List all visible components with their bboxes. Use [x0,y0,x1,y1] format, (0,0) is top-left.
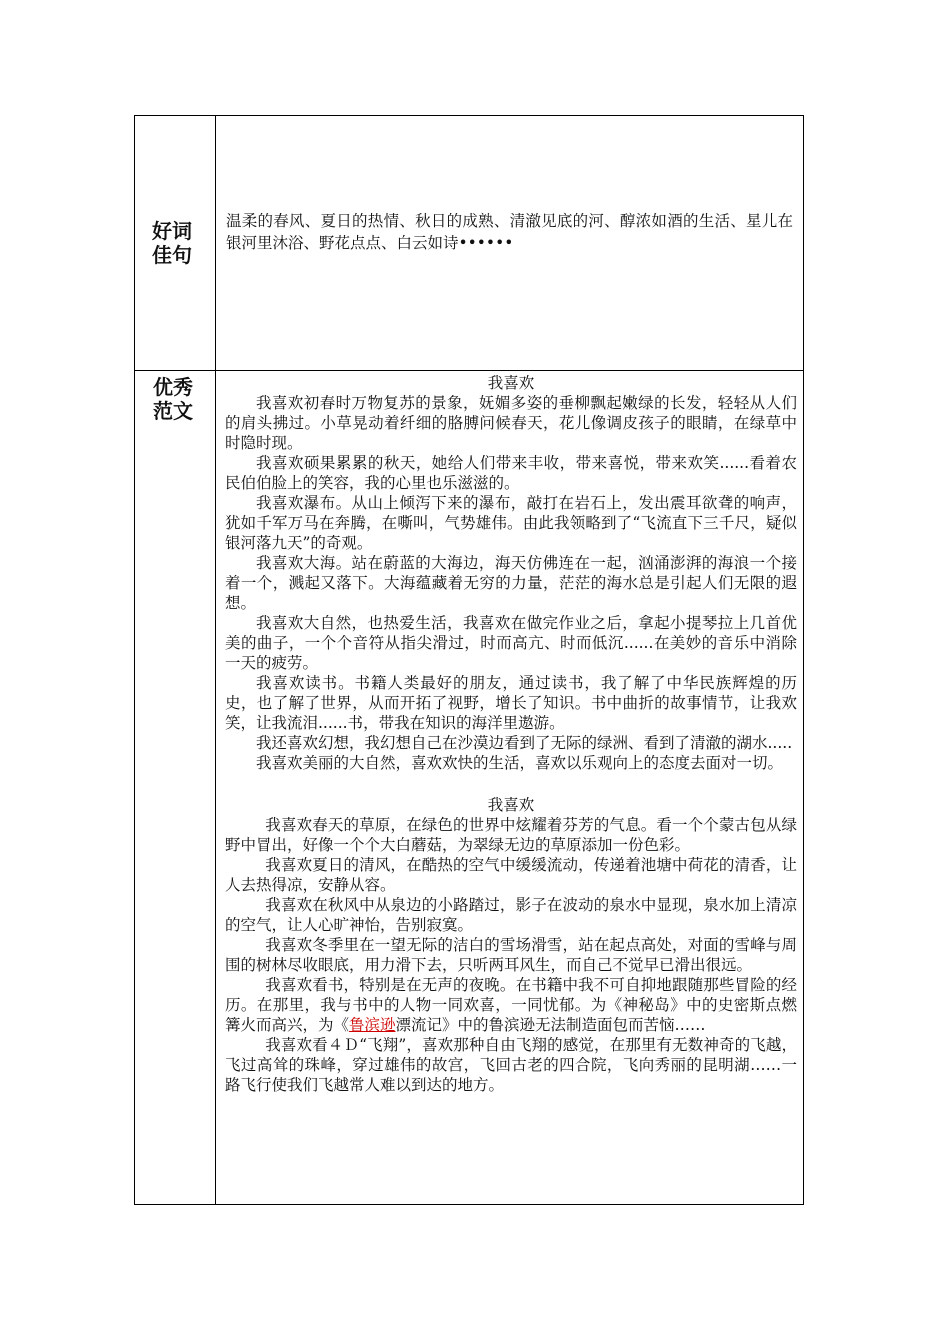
essay-paragraph: 我喜欢在秋风中从泉边的小路踏过，影子在波动的泉水中显现，泉水加上清凉的空气，让人心旷神怡，告别寂寞。 [225,896,797,934]
essay-paragraph: 我喜欢春天的草原，在绿色的世界中炫耀着芬芳的气息。看一个个蒙古包从绿野中冒出，好像一个个大白蘑菇，为翠绿无边的草原添加一份色彩。 [225,816,797,854]
row-label-line2: 佳句 [152,243,192,267]
essay-paragraph: 我喜欢初春时万物复苏的景象，妩媚多姿的垂柳飘起嫩绿的长发，轻轻从人们的肩头拂过。小草晃动着纤细的胳膊问候春天，花儿像调皮孩子的眼睛，在绿草中时隐时现。 [225,394,797,452]
model-essay-cell [216,371,804,1205]
essay-paragraph: 我喜欢美丽的大自然，喜欢欢快的生活，喜欢以乐观向上的态度去面对一切。 [256,754,784,772]
good-words-cell [216,116,804,371]
essay-paragraph: 我还喜欢幻想，我幻想自己在沙漠边看到了无际的绿洲、看到了清澈的湖水..... [256,734,793,752]
essay-paragraph: 我喜欢看４Ｄ“飞翔”，喜欢那种自由飞翔的感觉，在那里有无数神奇的飞越，飞过高耸的珠峰，穿过雄伟的故宫，飞回古老的四合院，飞向秀丽的昆明湖……一路飞行使我们飞越常人难以到达的地方。 [225,1036,797,1094]
row-good-words [135,116,804,371]
paragraph-text: 漂流记》中的鲁滨逊无法制造面包而苦恼…… [395,1016,706,1034]
row-label-model-essay [153,375,193,423]
essay-paragraph: 我喜欢冬季里在一望无际的洁白的雪场滑雪，站在起点高处，对面的雪峰与周围的树林尽收眼底，用力滑下去，只听两耳风生，而自己不觉早已滑出很远。 [225,936,797,974]
essay-paragraph: 我喜欢读书。书籍人类最好的朋友，通过读书，我了解了中华民族辉煌的历史，也了解了世界，从而开拓了视野，增长了知识。书中曲折的故事情节，让我欢笑，让我流泪......书，带我在知识的海洋里遨游。 [225,674,797,732]
good-words-text: 温柔的春风、夏日的热情、秋日的成熟、清澈见底的河、醇浓如酒的生活、星儿在银河里沐浴、野花点点、白云如诗•••••• [226,212,793,252]
essay-paragraph: 我喜欢大海。站在蔚蓝的大海边，海天仿佛连在一起，汹涌澎湃的海浪一个接着一个，溅起又落下。大海蕴藏着无穷的力量，茫茫的海水总是引起人们无限的遐想。 [225,554,797,612]
essay-paragraph [225,975,797,1035]
row-label-line1: 好词 [152,219,192,243]
essay-title: 我喜欢 [487,796,535,814]
essay-paragraph: 我喜欢瀑布。从山上倾泻下来的瀑布，敲打在岩石上，发出震耳欲聋的响声，犹如千军万马在奔腾，在嘶叫，气势雄伟。由此我领略到了“飞流直下三千尺，疑似银河落九天”的奇观。 [225,494,797,552]
essay-title: 我喜欢 [487,374,535,392]
essay-2 [225,795,797,1095]
paragraph-text: 我喜欢看书，特别是在无声的夜晚。在书籍中我不可自抑地跟随那些冒险的经历。在那里，我与书中的人物一同欢喜，一同忧郁。为《神秘岛》中的史密斯点燃篝火而高兴，为《 [225,976,797,1034]
label-cell-good-words [135,116,216,371]
label-cell-model-essay [135,371,216,1205]
content-table [134,115,804,1205]
essay-1 [225,373,797,773]
essay-paragraph: 我喜欢夏日的清风，在酷热的空气中缓缓流动，传递着池塘中荷花的清香，让人去热得凉，安静从容。 [225,856,797,894]
row-label-line2: 范文 [153,399,193,423]
essay-paragraph: 我喜欢硕果累累的秋天，她给人们带来丰收，带来喜悦，带来欢笑......看着农民伯伯脸上的笑容，我的心里也乐滋滋的。 [225,454,797,492]
row-label-line1: 优秀 [153,375,193,399]
row-label-good-words [152,219,198,267]
essay-paragraph: 我喜欢大自然，也热爱生活，我喜欢在做完作业之后，拿起小提琴拉上几首优美的曲子，一个个音符从指尖滑过，时而高亢、时而低沉......在美妙的音乐中消除一天的疲劳。 [225,614,797,672]
robinson-link[interactable]: 鲁滨逊 [349,1016,396,1034]
row-model-essay [135,371,804,1205]
